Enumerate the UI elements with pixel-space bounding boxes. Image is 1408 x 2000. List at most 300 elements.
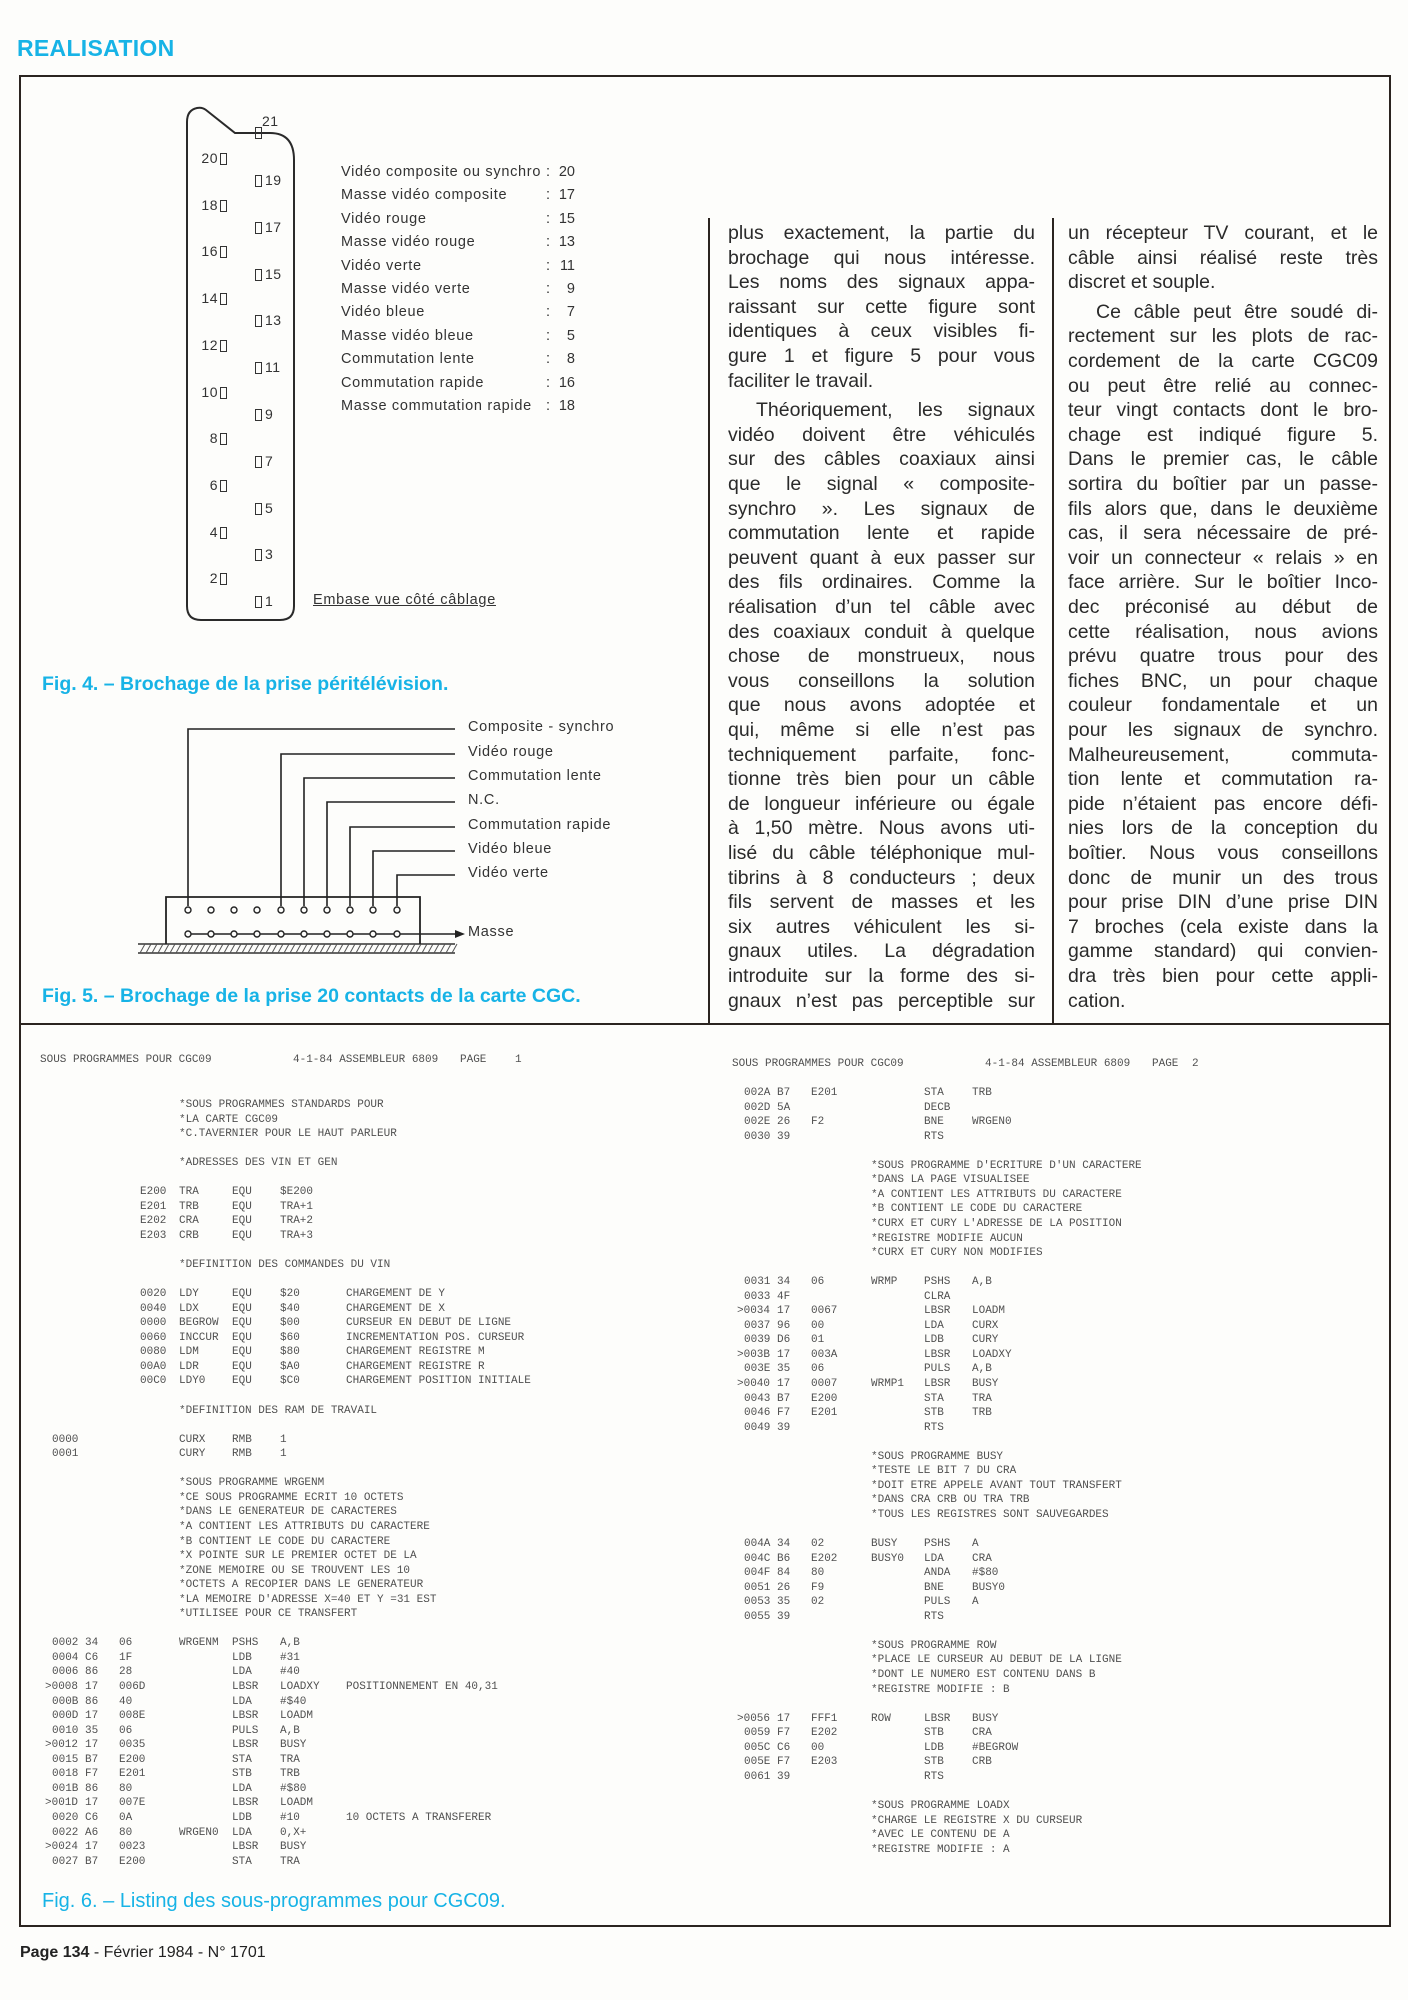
listing-page-label: PAGE <box>460 1054 487 1066</box>
listing-addr: 0020 <box>52 1811 79 1824</box>
listing-addr: 0006 <box>52 1666 79 1679</box>
ground-hatch <box>296 944 301 953</box>
listing-line <box>0 1378 1400 1391</box>
listing-arg: BUSY <box>280 1739 307 1752</box>
signal-label: Composite - synchro <box>468 719 615 735</box>
text-line: un récepteur TV courant, et le <box>1068 222 1378 244</box>
text-line: raissant sur cette figure sont <box>728 295 1035 318</box>
listing-label: TRA <box>179 1186 199 1199</box>
pin-label <box>194 290 218 306</box>
ground-hatch <box>266 944 271 953</box>
listing-b1: C6 <box>777 1741 791 1754</box>
pin-label <box>194 150 218 166</box>
legend-label: Masse vidéo verte <box>341 281 471 297</box>
listing-line <box>0 1771 1400 1784</box>
listing-arg: CRA <box>972 1552 992 1565</box>
ground-hatch <box>218 944 223 953</box>
ground-hatch <box>380 944 385 953</box>
listing-arg: TRA <box>972 1392 992 1405</box>
column-divider <box>1052 218 1054 1023</box>
listing-arg: TRA <box>280 1753 300 1766</box>
listing-op: LDA <box>232 1782 252 1795</box>
legend-label: Commutation rapide <box>341 374 485 391</box>
listing-line <box>0 1696 1400 1709</box>
listing-b1: 34 <box>777 1276 791 1289</box>
listing-op: LDB <box>924 1334 944 1347</box>
ground-hatch <box>224 944 229 953</box>
listing-arg: CURX <box>972 1319 999 1332</box>
ground-hatch <box>368 944 373 953</box>
pin-number: 6 <box>209 476 218 493</box>
listing-line <box>0 1233 1400 1246</box>
listing-cmt0: *B CONTIENT LE CODE DU CARACTERE <box>179 1535 391 1548</box>
pin-square-icon <box>255 222 262 234</box>
pin-number: 11 <box>265 359 281 376</box>
listing-cmt0: *CURX ET CURY NON MODIFIES <box>871 1247 1043 1260</box>
listing-arg: 1 <box>280 1433 287 1446</box>
listing-b1: 5A <box>777 1101 791 1114</box>
ground-hatch <box>242 944 247 953</box>
legend-label: Vidéo composite ou synchro <box>341 164 542 180</box>
pin-number: 13 <box>265 312 282 329</box>
signal-label: N.C. <box>468 792 500 808</box>
ground-hatch <box>188 944 193 953</box>
contact-pin <box>394 907 400 913</box>
pin-square-icon <box>220 293 227 305</box>
pin-label <box>194 570 218 586</box>
listing-op: LBSR <box>924 1378 951 1390</box>
pin-number: 18 <box>201 196 218 213</box>
pin-square-icon <box>220 246 227 258</box>
text-line: Théoriquement, les signaux <box>756 399 1035 422</box>
listing-b2: 006D <box>119 1681 146 1693</box>
text-line: que nous avons adoptée et <box>728 694 1035 717</box>
contact-pin <box>347 907 353 913</box>
legend-pin: 18 <box>558 398 575 414</box>
pin-number: 16 <box>201 243 218 260</box>
pin-number: 21 <box>262 113 279 129</box>
listing-op: LDA <box>232 1826 252 1839</box>
ground-hatch <box>164 944 169 953</box>
text-line: Dans le premier cas, le câble <box>1068 448 1378 471</box>
listing-cmt0: *ADRESSES DES VIN ET GEN <box>179 1157 338 1170</box>
listing-b2: 003A <box>811 1348 838 1361</box>
listing-addr: 0010 <box>52 1724 79 1737</box>
ground-hatch <box>374 944 379 953</box>
listing-cmt: CHARGEMENT POSITION INITIALE <box>346 1375 531 1388</box>
pin-label <box>194 430 218 446</box>
listing-line <box>0 1302 1400 1318</box>
ground-hatch <box>194 944 199 953</box>
ground-hatch <box>362 944 367 953</box>
figure-4-caption: Fig. 4. – Brochage de la prise péritélévision. <box>42 673 449 695</box>
legend-separator: : <box>546 234 551 251</box>
listing-cmt: CURSEUR EN DEBUT DE LIGNE <box>346 1317 512 1330</box>
listing-cmt0: *AVEC LE CONTENU DE A <box>871 1829 1010 1842</box>
signal-wire <box>188 729 455 906</box>
text-line: des coaxiaux conduit à quelque <box>728 620 1035 643</box>
listing-op: LDA <box>232 1666 252 1679</box>
listing-addr: 003E <box>744 1363 771 1376</box>
listing-op: RMB <box>232 1433 252 1446</box>
text-line: commutation lente et rapide <box>728 522 1035 545</box>
listing-arg: #$80 <box>972 1567 999 1580</box>
listing-val: 0000 <box>140 1317 167 1330</box>
legend-pin: 9 <box>566 281 575 297</box>
pin-number: 9 <box>265 406 274 422</box>
pin-square-icon <box>255 315 262 327</box>
legend-separator: : <box>546 257 551 274</box>
legend-label: Vidéo verte <box>341 257 422 274</box>
pin-number: 10 <box>201 383 218 400</box>
listing-b1: B7 <box>777 1087 791 1099</box>
listing-arg: CRA <box>972 1727 992 1740</box>
listing-arg: CRB <box>972 1756 992 1769</box>
listing-b2: E203 <box>811 1756 838 1769</box>
legend-separator: : <box>546 398 551 414</box>
listing-page-label: PAGE <box>1152 1058 1179 1070</box>
ground-hatch <box>422 944 427 953</box>
arrow-icon <box>455 930 465 938</box>
listing-arg: A <box>972 1538 979 1551</box>
listing-arg: #40 <box>280 1666 300 1679</box>
pin-label <box>194 524 218 540</box>
listing-op: EQU <box>232 1375 252 1388</box>
listing-cmt0: *REGISTRE MODIFIE AUCUN <box>871 1232 1023 1245</box>
listing-arg: LOADM <box>972 1305 1006 1318</box>
listing-val: 00A0 <box>140 1360 167 1373</box>
listing-date: 4-1-84 ASSEMBLEUR 6809 <box>985 1058 1131 1070</box>
listing-b2: 28 <box>119 1666 133 1679</box>
listing-line <box>0 1360 1400 1376</box>
figure-6-caption: Fig. 6. – Listing des sous-programmes pour CGC09. <box>42 1890 506 1912</box>
pin-number: 14 <box>201 290 218 307</box>
listing-addr: 0043 <box>744 1392 771 1405</box>
listing-b1: 34 <box>777 1538 791 1551</box>
listing-op: DECB <box>924 1101 951 1114</box>
ground-hatch <box>410 944 415 953</box>
listing-addr: 0061 <box>744 1770 771 1783</box>
listing-addr: 0055 <box>744 1610 771 1623</box>
ground-pin <box>231 931 237 937</box>
listing-addr: 0018 <box>52 1768 79 1781</box>
listing-arg: #$40 <box>280 1695 307 1708</box>
legend-separator: : <box>546 374 551 391</box>
listing-val: E202 <box>140 1215 167 1228</box>
text-line: ou peut être relié au connec- <box>1068 374 1378 397</box>
listing-op: LBSR <box>232 1739 259 1752</box>
listing-arg: A,B <box>972 1276 992 1289</box>
listing-line <box>0 1087 1400 1100</box>
listing-line <box>0 1553 1400 1566</box>
legend-label: Commutation lente <box>341 351 475 368</box>
listing-arg: BUSY <box>972 1712 999 1725</box>
listing-addr: 0002 <box>52 1637 79 1650</box>
text-line: tionne très bien pour un câble <box>728 768 1035 791</box>
contact-pin <box>254 907 260 913</box>
listing-op: CLRA <box>924 1290 951 1303</box>
section-divider <box>19 1023 1391 1025</box>
pin-square-icon <box>255 596 262 608</box>
text-line: cation. <box>1068 989 1126 1012</box>
listing-val: E201 <box>140 1200 167 1213</box>
listing-op: LDA <box>924 1319 944 1332</box>
legend-pin: 15 <box>558 210 575 227</box>
text-line: dra très bien pour cette appli- <box>1068 965 1378 987</box>
listing-addr: >0008 <box>45 1681 79 1693</box>
ground-hatch <box>326 944 331 953</box>
listing-line <box>0 1509 1400 1522</box>
ground-hatch <box>248 944 253 953</box>
listing-op: LBSR <box>232 1841 259 1854</box>
listing-cmt0: *DOIT ETRE APPELE AVANT TOUT TRANSFERT <box>871 1479 1122 1492</box>
listing-b2: 1F <box>119 1651 133 1664</box>
listing-b1: 17 <box>85 1797 99 1810</box>
pin-label <box>194 243 218 259</box>
listing-arg: CURY <box>972 1334 999 1347</box>
listing-cmt0: *CHARGE LE REGISTRE X DU CURSEUR <box>871 1814 1083 1827</box>
listing-b2: F9 <box>811 1581 825 1594</box>
pin-square-icon <box>255 269 262 281</box>
listing-line <box>0 1856 1400 1869</box>
listing-arg: A <box>972 1596 979 1609</box>
ground-hatch <box>146 944 151 953</box>
listing-b2: 007E <box>119 1797 146 1810</box>
listing-op: LBSR <box>924 1305 951 1318</box>
listing-line <box>0 1331 1400 1347</box>
ground-hatch <box>344 944 349 953</box>
text-line: gamme standard) qui convien- <box>1068 940 1378 963</box>
ground-pin <box>370 931 376 937</box>
listing-addr: 0046 <box>744 1407 771 1420</box>
listing-val: 0060 <box>140 1331 167 1344</box>
listing-b2: 02 <box>811 1596 825 1609</box>
legend-pin: 20 <box>558 164 575 180</box>
ground-hatch <box>302 944 307 953</box>
listing-arg: $00 <box>280 1317 300 1330</box>
listing-line <box>0 1593 1400 1609</box>
listing-val: 00C0 <box>140 1375 167 1388</box>
text-line: 7 broches (cela existe dans la <box>1068 915 1378 938</box>
pin-number: 7 <box>265 452 274 469</box>
contact-pin <box>324 907 330 913</box>
listing-addr: 004C <box>744 1552 771 1565</box>
listing-line <box>0 1276 1400 1289</box>
listing-cmt0: *UTILISEE POUR CE TRANSFERT <box>179 1608 358 1621</box>
listing-line <box>0 1742 1400 1755</box>
listing-cmt: CHARGEMENT REGISTRE M <box>346 1346 485 1359</box>
ground-hatch <box>152 944 157 953</box>
listing-date: 4-1-84 ASSEMBLEUR 6809 <box>293 1054 439 1066</box>
ground-hatch <box>260 944 265 953</box>
ground-hatch <box>404 944 409 953</box>
listing-line <box>0 1113 1400 1129</box>
listing-b1: 17 <box>85 1841 99 1854</box>
listing-label: CRB <box>179 1229 199 1242</box>
text-line: cas, il sera nécessaire de pré- <box>1068 522 1378 545</box>
listing-b2: 01 <box>811 1334 825 1347</box>
listing-b2: 80 <box>119 1782 133 1795</box>
listing-b1: F7 <box>777 1407 791 1420</box>
listing-arg: TRA+3 <box>280 1229 314 1242</box>
listing-line <box>0 1160 1400 1173</box>
listing-b1: 96 <box>777 1319 791 1332</box>
listing-arg: TRB <box>280 1768 300 1781</box>
listing-b2: E200 <box>119 1855 146 1868</box>
listing-addr: 004F <box>744 1567 771 1580</box>
listing-line <box>0 1844 1400 1857</box>
listing-cmt0: *DANS LE GENERATEUR DE CARACTERES <box>179 1506 397 1519</box>
legend-pin: 7 <box>566 304 575 321</box>
text-line: nies lors de la conception du <box>1068 817 1378 840</box>
listing-cmt0: *TESTE LE BIT 7 DU CRA <box>871 1465 1017 1478</box>
listing-op: LBSR <box>924 1712 951 1725</box>
listing-addr: 0027 <box>52 1855 79 1868</box>
connector-view-note: Embase vue côté câblage <box>313 592 496 608</box>
listing-arg: BUSY <box>280 1841 307 1854</box>
listing-line <box>0 1174 1400 1187</box>
text-line: prévu quatre trous pour des <box>1068 645 1378 668</box>
listing-op: EQU <box>232 1317 252 1330</box>
listing-line <box>0 1480 1400 1493</box>
text-line: vidéo doivent être véhiculés <box>728 423 1035 446</box>
legend-pin: 8 <box>566 351 575 368</box>
listing-addr: 0039 <box>744 1334 771 1347</box>
listing-op: LDB <box>232 1651 252 1664</box>
listing-op: LDA <box>924 1552 944 1565</box>
pin-label <box>194 384 218 400</box>
listing-addr: >0024 <box>45 1841 79 1854</box>
listing-val: E200 <box>140 1186 167 1199</box>
pin-number: 5 <box>265 499 274 516</box>
listing-addr: 0033 <box>744 1290 771 1303</box>
listing-cmt0: *DANS CRA CRB OU TRA TRB <box>871 1494 1030 1507</box>
listing-b1: 39 <box>777 1770 791 1783</box>
listing-op: RTS <box>924 1421 944 1434</box>
listing-op: EQU <box>232 1302 252 1315</box>
listing-b2: 80 <box>811 1567 825 1580</box>
listing-b2: E201 <box>811 1407 838 1420</box>
listing-b2: F2 <box>811 1116 825 1129</box>
listing-arg: TRB <box>972 1087 992 1099</box>
listing-cmt0: *SOUS PROGRAMME WRGENM <box>179 1477 325 1490</box>
text-line: voir un connecteur « relais » en <box>1068 546 1378 569</box>
listing-addr: 0001 <box>52 1448 79 1461</box>
listing-val: 0020 <box>140 1288 167 1301</box>
listing-cmt0: *DEFINITION DES RAM DE TRAVAIL <box>179 1404 378 1417</box>
text-line: plus exactement, la partie du <box>728 222 1035 244</box>
listing-addr: 0059 <box>744 1727 771 1740</box>
legend-separator: : <box>546 164 551 180</box>
text-line: faciliter le travail. <box>728 369 874 392</box>
listing-op: EQU <box>232 1346 252 1359</box>
listing-addr: >003B <box>737 1348 771 1361</box>
ground-pin <box>208 931 214 937</box>
listing-b2: E200 <box>119 1753 146 1766</box>
listing-line <box>0 1753 1400 1769</box>
pin-square-icon <box>255 549 262 561</box>
pin-square-icon <box>255 175 262 187</box>
ground-hatch <box>392 944 397 953</box>
listing-b2: 06 <box>811 1276 825 1289</box>
listing-op: LBSR <box>232 1710 259 1723</box>
listing-label: LDY0 <box>179 1375 206 1388</box>
listing-addr: >0034 <box>737 1305 771 1318</box>
text-line: tibrins à 8 conducteurs ; deux <box>728 866 1035 889</box>
listing-arg: $60 <box>280 1331 300 1344</box>
listing-op: STA <box>232 1753 252 1766</box>
ground-hatch <box>212 944 217 953</box>
listing-b2: E202 <box>811 1552 838 1565</box>
listing-b2: 06 <box>811 1363 825 1376</box>
listing-label: BEGROW <box>179 1317 219 1330</box>
ground-hatch <box>230 944 235 953</box>
text-line: pide n’étaient pas encore défi- <box>1068 792 1378 815</box>
text-line: cordement de la carte CGC09 <box>1068 350 1378 372</box>
listing-b2: 0023 <box>119 1841 146 1854</box>
listing-arg: $40 <box>280 1302 300 1315</box>
text-line: peuvent quant à eux passer sur <box>728 546 1035 569</box>
listing-cmt0: *REGISTRE MODIFIE : B <box>871 1683 1010 1696</box>
listing-b1: 86 <box>85 1695 99 1708</box>
listing-line <box>0 1465 1400 1478</box>
listing-b2: 0067 <box>811 1305 838 1318</box>
ground-hatch <box>416 944 421 953</box>
listing-cmt0: *DEFINITION DES COMMANDES DU VIN <box>179 1259 391 1272</box>
listing-b1: A6 <box>85 1826 99 1839</box>
listing-b2: 008E <box>119 1710 146 1723</box>
listing-arg: LOADM <box>280 1797 314 1810</box>
listing-line <box>0 1611 1400 1624</box>
text-line: vous conseillons la solution <box>728 669 1035 692</box>
listing-label: WRMP <box>871 1276 898 1289</box>
listing-arg: TRA+2 <box>280 1215 314 1228</box>
listing-label: LDY <box>179 1288 199 1301</box>
ground-hatch <box>200 944 205 953</box>
listing-line <box>0 1535 1400 1551</box>
listing-line <box>0 1291 1400 1304</box>
listing-b1: 4F <box>777 1290 791 1303</box>
listing-b2: 06 <box>119 1637 133 1650</box>
listing-cmt0: *A CONTIENT LES ATTRIBUTS DU CARACTERE <box>871 1188 1122 1201</box>
text-line: câble ainsi réalisé reste très <box>1068 246 1378 269</box>
listing-op: STB <box>924 1727 944 1740</box>
listing-op: STB <box>924 1407 944 1420</box>
listing-b1: B6 <box>777 1552 791 1565</box>
listing-b2: 0035 <box>119 1739 146 1752</box>
legend-label: Masse commutation rapide <box>341 398 532 414</box>
listing-b2: 00 <box>811 1319 825 1332</box>
listing-op: PULS <box>924 1363 951 1376</box>
listing-line <box>0 1189 1400 1202</box>
listing-addr: 0015 <box>52 1753 79 1766</box>
text-line: réalisation d’un tel câble avec <box>728 596 1035 618</box>
listing-op: STA <box>924 1392 944 1405</box>
listing-arg: TRB <box>972 1407 992 1420</box>
listing-b1: 39 <box>777 1130 791 1143</box>
ground-pin <box>254 931 260 937</box>
ground-hatch <box>170 944 175 953</box>
listing-b1: 17 <box>777 1348 791 1361</box>
listing-b2: E202 <box>811 1727 838 1740</box>
listing-op: EQU <box>232 1360 252 1373</box>
contact-pin <box>370 907 376 913</box>
listing-addr: 0031 <box>744 1276 771 1289</box>
listing-op: STA <box>924 1087 944 1099</box>
listing-op: RTS <box>924 1770 944 1783</box>
text-line: sortira du boîtier par un passe- <box>1068 473 1378 495</box>
legend-separator: : <box>546 187 551 204</box>
